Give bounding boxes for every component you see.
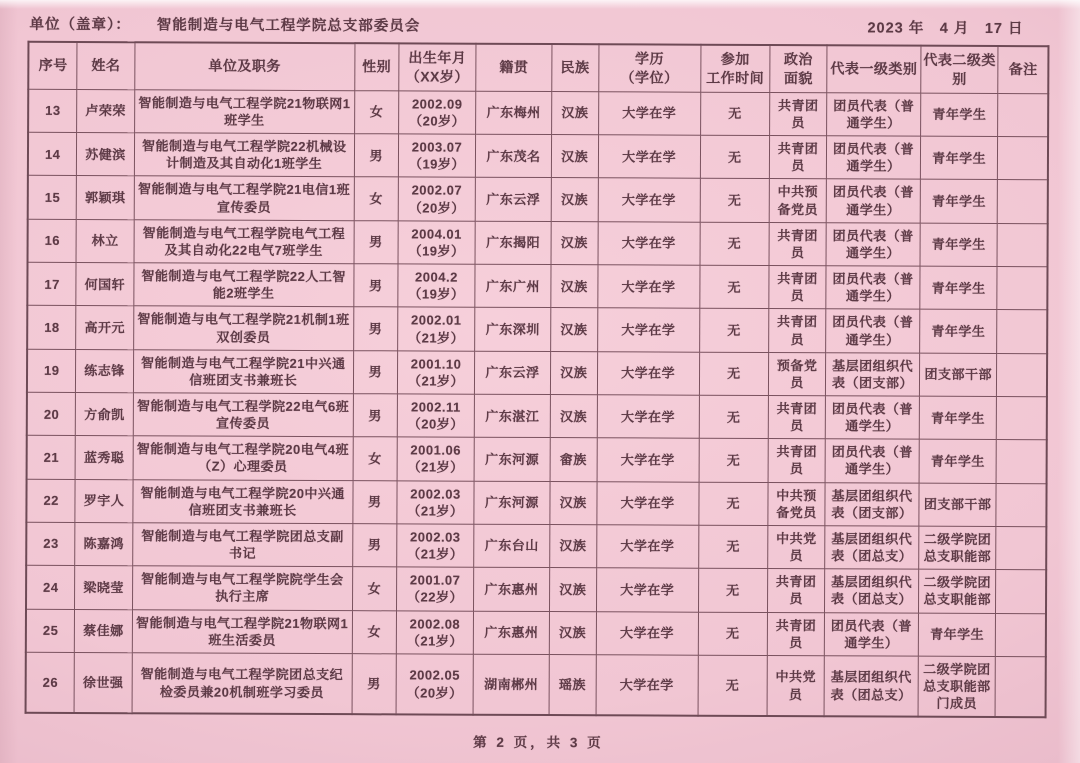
cell-unit_position: 智能制造与电气工程学院22机械设计制造及其自动化1班学生 <box>134 133 355 177</box>
cell-remark <box>996 526 1046 570</box>
header-cell-ethnicity: 民族 <box>552 44 599 91</box>
cell-education: 大学在学 <box>597 308 699 352</box>
cell-name: 蔡佳娜 <box>75 609 132 653</box>
cell-native_place: 广东云浮 <box>475 351 551 395</box>
table-row <box>28 176 1048 224</box>
cell-no: 18 <box>27 306 76 350</box>
cell-remark <box>997 223 1047 267</box>
cell-rep_level1: 团员代表（普通学生） <box>827 93 921 137</box>
cell-education: 大学在学 <box>598 221 700 265</box>
cell-unit_position: 智能制造与电气工程学院20中兴通信班团支书兼班长 <box>132 479 353 523</box>
cell-ethnicity: 畲族 <box>550 438 597 482</box>
cell-unit_position: 智能制造与电气工程学院团总支副书记 <box>132 523 353 567</box>
cell-unit_position: 智能制造与电气工程学院22电气6班宣传委员 <box>133 393 354 437</box>
cell-political_status: 共青团员 <box>769 266 826 310</box>
cell-no: 16 <box>28 219 77 263</box>
cell-rep_level2: 二级学院团总支职能部 <box>918 569 996 613</box>
header-cell-rep_level1: 代表一级类别 <box>827 45 921 93</box>
table-row <box>28 132 1048 180</box>
cell-political_status: 共青团员 <box>769 222 826 266</box>
cell-unit_position: 智能制造与电气工程学院院学生会执行主席 <box>132 566 353 610</box>
cell-gender: 女 <box>353 437 397 481</box>
cell-name: 林立 <box>76 219 133 263</box>
header-cell-no: 序号 <box>28 42 77 89</box>
cell-no: 23 <box>26 522 75 566</box>
cell-no: 19 <box>27 349 76 393</box>
unit-line <box>30 13 421 36</box>
cell-education: 大学在学 <box>596 568 698 612</box>
cell-political_status: 共青团员 <box>768 439 825 483</box>
table-row <box>28 219 1048 267</box>
cell-work_start: 无 <box>699 482 769 526</box>
cell-no: 13 <box>28 89 77 133</box>
cell-birth: 2003.07 （19岁） <box>398 134 476 178</box>
cell-remark <box>997 440 1047 484</box>
cell-work_start: 无 <box>699 438 769 482</box>
cell-native_place: 广东揭阳 <box>475 221 551 265</box>
cell-rep_level1: 团员代表（普通学生） <box>826 136 920 180</box>
table-row <box>26 609 1046 657</box>
cell-no: 17 <box>27 262 76 306</box>
cell-birth: 2002.11 （20岁） <box>397 394 475 438</box>
cell-work_start: 无 <box>699 309 769 353</box>
cell-remark <box>998 93 1048 137</box>
cell-ethnicity: 汉族 <box>549 568 596 612</box>
header-cell-native_place: 籍贯 <box>476 44 552 92</box>
header-cell-gender: 性别 <box>355 43 399 90</box>
cell-birth: 2004.01 （19岁） <box>398 221 476 265</box>
cell-education: 大学在学 <box>597 395 699 439</box>
cell-education: 大学在学 <box>596 525 698 569</box>
cell-rep_level1: 团员代表（普通学生） <box>826 222 920 266</box>
cell-remark <box>998 137 1048 181</box>
cell-political_status: 共青团员 <box>770 92 827 136</box>
cell-birth: 2002.03 （21岁） <box>396 524 474 568</box>
cell-no: 14 <box>28 132 77 176</box>
cell-political_status: 预备党员 <box>768 352 825 396</box>
header-cell-rep_level2: 代表二级类 别 <box>921 46 999 94</box>
cell-political_status: 共青团员 <box>767 612 824 656</box>
cell-unit_position: 智能制造与电气工程学院电气工程及其自动化22电气7班学生 <box>134 219 355 263</box>
cell-native_place: 广东云浮 <box>475 178 551 222</box>
cell-gender: 男 <box>353 524 397 568</box>
cell-birth: 2001.10 （21岁） <box>397 351 475 395</box>
cell-work_start: 无 <box>700 179 770 223</box>
cell-remark <box>997 353 1047 397</box>
unit-name: 智能制造与电气工程学院总支部委员会 <box>156 17 421 35</box>
table-row <box>28 89 1048 137</box>
document-header <box>2 0 1080 38</box>
cell-unit_position: 智能制造与电气工程学院21机制1班双创委员 <box>133 306 354 350</box>
cell-ethnicity: 汉族 <box>551 91 598 135</box>
page-footer: 第 2 页，共 3 页 <box>473 735 604 751</box>
cell-political_status: 中共党员 <box>768 525 825 569</box>
cell-education: 大学在学 <box>598 178 700 222</box>
cell-native_place: 广东茂名 <box>476 134 552 178</box>
cell-rep_level2: 青年学生 <box>920 266 998 310</box>
cell-ethnicity: 汉族 <box>551 221 598 265</box>
cell-rep_level2: 青年学生 <box>919 439 997 483</box>
cell-unit_position: 智能制造与电气工程学院20电气4班（Z）心理委员 <box>133 436 354 480</box>
cell-ethnicity: 汉族 <box>550 481 597 525</box>
cell-ethnicity: 汉族 <box>551 178 598 222</box>
cell-rep_level2: 青年学生 <box>919 396 997 440</box>
cell-work_start: 无 <box>698 568 768 612</box>
cell-remark <box>996 613 1046 657</box>
header-cell-name: 姓名 <box>77 42 134 90</box>
cell-rep_level1: 基层团组织代表（团总支） <box>824 656 918 717</box>
cell-name: 练志锋 <box>76 349 133 393</box>
cell-remark <box>998 180 1048 224</box>
cell-education: 大学在学 <box>597 481 699 525</box>
cell-gender: 女 <box>354 90 398 134</box>
cell-political_status: 中共预备党员 <box>769 179 826 223</box>
cell-ethnicity: 汉族 <box>550 395 597 439</box>
cell-native_place: 广东惠州 <box>474 611 550 655</box>
cell-rep_level2: 二级学院团总支职能部 <box>919 526 997 570</box>
cell-rep_level2: 青年学生 <box>920 310 998 354</box>
cell-ethnicity: 汉族 <box>549 611 596 655</box>
cell-rep_level1: 团员代表（普通学生） <box>826 266 920 310</box>
cell-gender: 男 <box>354 220 398 264</box>
table-row <box>26 565 1046 613</box>
cell-gender: 男 <box>353 480 397 524</box>
cell-no: 26 <box>26 652 75 713</box>
document-date: 2023 年 4 月 17 日 <box>867 20 1024 38</box>
cell-gender: 男 <box>353 394 397 438</box>
cell-native_place: 广东梅州 <box>476 91 552 135</box>
table-row <box>27 349 1047 397</box>
cell-work_start: 无 <box>700 135 770 179</box>
cell-rep_level1: 团员代表（普通学生） <box>825 396 919 440</box>
cell-name: 苏健滨 <box>77 133 134 177</box>
cell-no: 25 <box>26 609 75 653</box>
cell-ethnicity: 汉族 <box>550 351 597 395</box>
cell-ethnicity: 汉族 <box>551 265 598 309</box>
cell-rep_level2: 青年学生 <box>920 136 998 180</box>
cell-work_start: 无 <box>698 612 768 656</box>
cell-gender: 男 <box>352 654 396 715</box>
cell-unit_position: 智能制造与电气工程学院团总支纪检委员兼20机制班学习委员 <box>132 653 353 715</box>
cell-work_start: 无 <box>700 222 770 266</box>
cell-native_place: 广东湛江 <box>475 394 551 438</box>
cell-education: 大学在学 <box>596 655 698 716</box>
cell-gender: 女 <box>354 177 398 221</box>
cell-rep_level1: 基层团组织代表（团总支） <box>825 569 919 613</box>
cell-gender: 女 <box>352 567 396 611</box>
cell-work_start: 无 <box>700 92 770 136</box>
cell-rep_level2: 青年学生 <box>921 93 999 137</box>
cell-work_start: 无 <box>699 352 769 396</box>
cell-rep_level1: 基层团组织代表（团支部） <box>825 482 919 526</box>
cell-no: 22 <box>26 479 75 523</box>
cell-rep_level2: 团支部干部 <box>919 483 997 527</box>
cell-remark <box>997 267 1047 311</box>
cell-ethnicity: 汉族 <box>550 308 597 352</box>
cell-work_start: 无 <box>698 655 768 716</box>
cell-rep_level2: 二级学院团总支职能部门成员 <box>918 656 996 717</box>
cell-unit_position: 智能制造与电气工程学院21中兴通信班团支书兼班长 <box>133 349 354 393</box>
cell-name: 郭颖琪 <box>77 176 134 220</box>
cell-education: 大学在学 <box>598 92 700 136</box>
cell-name: 高开元 <box>76 306 133 350</box>
cell-name: 徐世强 <box>75 652 132 713</box>
table-row <box>26 522 1046 570</box>
table-row <box>27 306 1047 354</box>
header-cell-education: 学历 （学位） <box>598 44 700 92</box>
header-cell-unit_position: 单位及职务 <box>134 42 355 90</box>
cell-ethnicity: 瑶族 <box>549 654 596 715</box>
cell-name: 蓝秀聪 <box>76 436 133 480</box>
cell-native_place: 湖南郴州 <box>473 654 549 715</box>
cell-name: 梁晓莹 <box>75 566 132 610</box>
cell-no: 15 <box>28 176 77 220</box>
cell-native_place: 广东广州 <box>475 264 551 308</box>
cell-political_status: 共青团员 <box>767 569 824 613</box>
cell-native_place: 广东台山 <box>474 524 550 568</box>
cell-name: 陈嘉鸿 <box>75 522 132 566</box>
cell-rep_level1: 基层团组织代表（团支部） <box>826 352 920 396</box>
cell-gender: 男 <box>354 134 398 178</box>
roster-table-head <box>28 42 1048 94</box>
cell-work_start: 无 <box>699 395 769 439</box>
cell-gender: 女 <box>352 610 396 654</box>
header-cell-political_status: 政治 面貌 <box>770 45 827 93</box>
cell-unit_position: 智能制造与电气工程学院21电信1班宣传委员 <box>134 176 355 220</box>
roster-table <box>25 41 1050 719</box>
cell-unit_position: 智能制造与电气工程学院22人工智能2班学生 <box>133 263 354 307</box>
table-row <box>27 436 1047 484</box>
cell-birth: 2001.07 （22岁） <box>396 567 474 611</box>
cell-native_place: 广东深圳 <box>475 308 551 352</box>
cell-education: 大学在学 <box>597 265 699 309</box>
cell-name: 何国轩 <box>76 263 133 307</box>
cell-education: 大学在学 <box>598 135 700 179</box>
cell-rep_level2: 青年学生 <box>920 180 998 224</box>
header-cell-birth: 出生年月 （XX岁） <box>399 43 477 91</box>
cell-rep_level1: 团员代表（普通学生） <box>824 612 918 656</box>
cell-birth: 2004.2 （19岁） <box>398 264 476 308</box>
cell-remark <box>995 656 1045 717</box>
cell-remark <box>996 483 1046 527</box>
table-row <box>27 262 1047 310</box>
cell-birth: 2002.01 （21岁） <box>397 307 475 351</box>
cell-remark <box>997 396 1047 440</box>
cell-rep_level1: 团员代表（普通学生） <box>825 439 919 483</box>
cell-work_start: 无 <box>698 525 768 569</box>
cell-political_status: 共青团员 <box>768 395 825 439</box>
cell-political_status: 共青团员 <box>769 309 826 353</box>
cell-birth: 2002.05 （20岁） <box>396 654 474 715</box>
cell-political_status: 共青团员 <box>769 136 826 180</box>
cell-unit_position: 智能制造与电气工程学院21物联网1班生活委员 <box>132 609 353 653</box>
header-cell-work_start: 参加 工作时间 <box>700 45 770 93</box>
cell-birth: 2002.07 （20岁） <box>398 177 476 221</box>
cell-gender: 男 <box>353 350 397 394</box>
cell-rep_level1: 基层团组织代表（团总支） <box>825 526 919 570</box>
cell-political_status: 中共预备党员 <box>768 482 825 526</box>
cell-rep_level2: 团支部干部 <box>919 353 997 397</box>
cell-name: 罗宇人 <box>75 479 132 523</box>
cell-birth: 2002.09 （20岁） <box>398 91 476 135</box>
cell-remark <box>997 310 1047 354</box>
table-row <box>27 392 1047 440</box>
header-row <box>28 42 1048 94</box>
cell-education: 大学在学 <box>597 438 699 482</box>
cell-unit_position: 智能制造与电气工程学院21物联网1班学生 <box>134 90 355 134</box>
header-cell-remark: 备注 <box>998 46 1048 93</box>
cell-rep_level1: 团员代表（普通学生） <box>826 309 920 353</box>
table-row <box>26 652 1046 717</box>
cell-work_start: 无 <box>699 265 769 309</box>
cell-no: 24 <box>26 565 75 609</box>
cell-native_place: 广东河源 <box>474 481 550 525</box>
roster-table-body <box>26 89 1049 717</box>
table-row <box>26 479 1046 527</box>
cell-education: 大学在学 <box>597 351 699 395</box>
cell-rep_level2: 青年学生 <box>918 613 996 657</box>
cell-gender: 男 <box>354 264 398 308</box>
unit-label: 单位（盖章）： <box>29 16 131 34</box>
cell-political_status: 中共党员 <box>767 655 824 716</box>
cell-native_place: 广东惠州 <box>474 567 550 611</box>
cell-name: 卢荣荣 <box>77 89 134 133</box>
cell-birth: 2001.06 （21岁） <box>397 437 475 481</box>
cell-name: 方俞凯 <box>76 392 133 436</box>
cell-ethnicity: 汉族 <box>551 135 598 179</box>
cell-no: 20 <box>27 392 76 436</box>
cell-birth: 2002.03 （21岁） <box>397 480 475 524</box>
cell-gender: 男 <box>354 307 398 351</box>
cell-ethnicity: 汉族 <box>549 524 596 568</box>
cell-native_place: 广东河源 <box>474 437 550 481</box>
cell-remark <box>996 570 1046 614</box>
cell-rep_level1: 团员代表（普通学生） <box>826 179 920 223</box>
cell-education: 大学在学 <box>596 611 698 655</box>
cell-rep_level2: 青年学生 <box>920 223 998 267</box>
cell-no: 21 <box>27 436 76 480</box>
cell-birth: 2002.08 （21岁） <box>396 610 474 654</box>
